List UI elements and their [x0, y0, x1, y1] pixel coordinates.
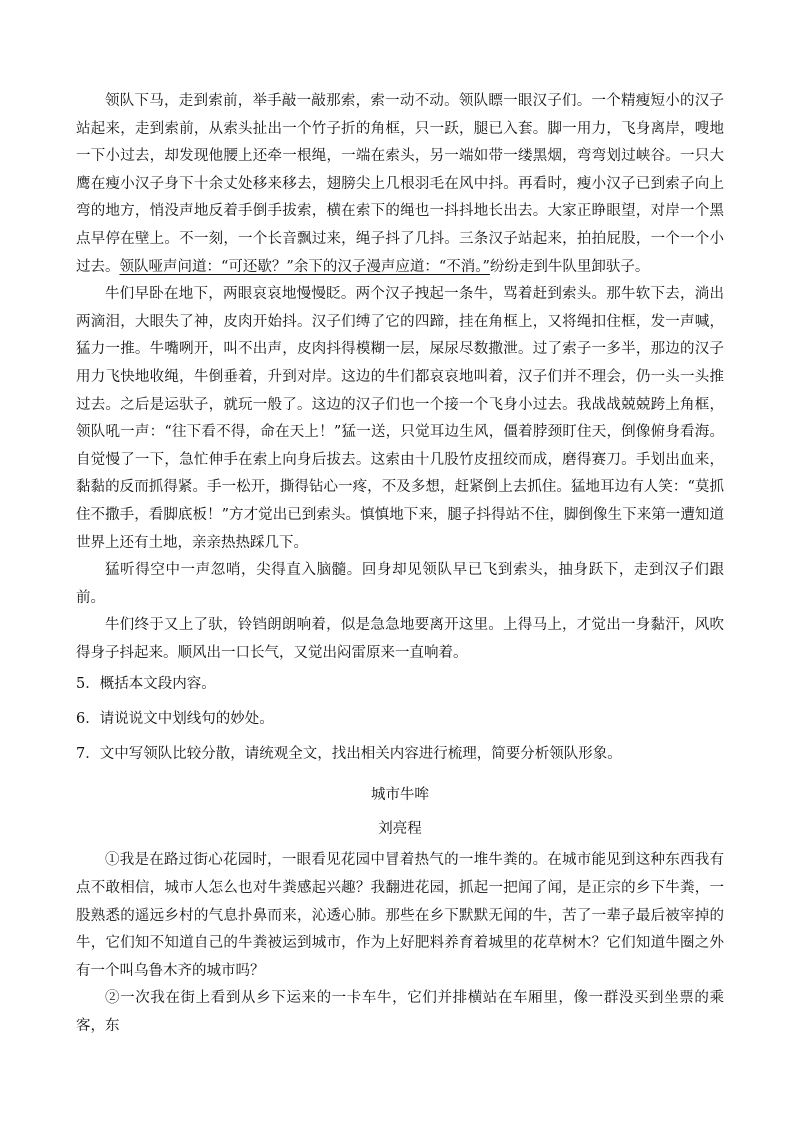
passage-1 — [76, 88, 724, 667]
passage-paragraph-3: 猛听得空中一声忽哨，尖得直入脑髓。回身却见领队早已飞到索头，抽身跃下，走到汉子们跟前。 — [76, 562, 724, 606]
question-5: 5．概括本文段内容。 — [76, 676, 216, 693]
question-6: 6．请说说文中划线句的妙处。 — [76, 711, 274, 728]
questions — [76, 671, 724, 768]
passage-paragraph-1 — [76, 88, 724, 281]
article-2 — [76, 782, 724, 1040]
underlined-sentence: 领队哑声问道：“可还歇？”余下的汉子漫声应道：“不消。” — [119, 258, 490, 275]
article-paragraph-1: ①我是在路过街心花园时，一眼看见花园中冒着热气的一堆牛粪的。在城市能见到这种东西我有点不敢相信，城市人怎么也对牛粪感起兴趣？我翻进花园，抓起一把闻了闻，是正宗的乡下牛粪，一股熟悉的遥远乡村的气息扑鼻而来，沁透心肺。那些在乡下默默无闻的牛，苦了一辈子最后被宰掉的牛，它们知不知道自己的牛粪被运到城市，作为上好肥料养育着城里的花草树木？它们知道牛圈之外有一个叫乌鲁木齐的城市吗？ — [76, 852, 724, 979]
article-author: 刘亮程 — [378, 820, 422, 837]
paragraph-text: 领队下马，走到索前，举手敲一敲那索，索一动不动。领队瞟一眼汉子们。一个精瘦短小的汉子站起来，走到索前，从索头扯出一个竹子折的角框，只一跃，腿已入套。脚一用力，飞身离岸，嗖地一下小过去，却发现他腰上还牵一根绳，一端在索头，另一端如带一缕黑烟，弯弯划过峡谷。一只大鹰在瘦小汉子身下十余丈处移来移去，翅膀尖上几根羽毛在风中抖。再看时，瘦小汉子已到索子向上弯的地方，悄没声地反着手倒手拔索，横在索下的绳也一抖抖地长出去。大家正睁眼望，对岸一个黑点早停在壁上。不一刻，一个长音飘过来，绳子抖了几抖。三条汉子站起来，拍拍屁股，一个一个小过去。 — [76, 93, 724, 275]
passage-paragraph-4: 牛们终于又上了驮，铃铛朗朗响着，似是急急地要离开这里。上得马上，才觉出一身黏汗，风吹得身子抖起来。顺风出一口长气，又觉出闷雷原来一直响着。 — [76, 617, 724, 661]
passage-paragraph-2: 牛们早卧在地下，两眼哀哀地慢慢眨。两个汉子拽起一条牛，骂着赶到索头。那牛软下去，淌出两滴泪，大眼失了神，皮肉开始抖。汉子们缚了它的四蹄，挂在角框上，又将绳扣住框，发一声喊，猛力一推。牛嘴咧开，叫不出声，皮肉抖得模糊一层，屎尿尽数撒泄。过了索子一多半，那边的汉子用力飞快地收绳，牛倒垂着，升到对岸。这边的牛们都哀哀地叫着，汉子们并不理会，仍一头一头推过去。之后是运驮子，就玩一般了。这边的汉子们也一个接一个飞身小过去。我战战兢兢跨上角框，领队吼一声：“往下看不得，命在天上！”猛一送，只觉耳边生风，僵着脖颈盯住天，倒像俯身看海。自觉慢了一下，急忙伸手在索上向身后拔去。这索由十几股竹皮扭绞而成，磨得赛刀。手划出血来，黏黏的反而抓得紧。手一松开，撕得钻心一疼，不及多想，赶紧倒上去抓住。猛地耳边有人笑：“莫抓住不撒手，看脚底板！”方才觉出已到索头。慎慎地下来，腿子抖得站不住，脚倒像生下来第一遭知道世界上还有土地，亲亲热热踩几下。 — [76, 286, 724, 551]
article-paragraph-2: ②一次我在街上看到从乡下运来的一卡车牛，它们并排横站在车厢里，像一群没买到坐票的乘客，东 — [76, 990, 724, 1034]
question-7: 7．文中写领队比较分散，请统观全文，找出相关内容进行梳理，简要分析领队形象。 — [76, 745, 622, 762]
article-title: 城市牛哞 — [371, 787, 429, 804]
paragraph-text: 纷纷走到牛队里卸驮子。 — [489, 258, 650, 275]
